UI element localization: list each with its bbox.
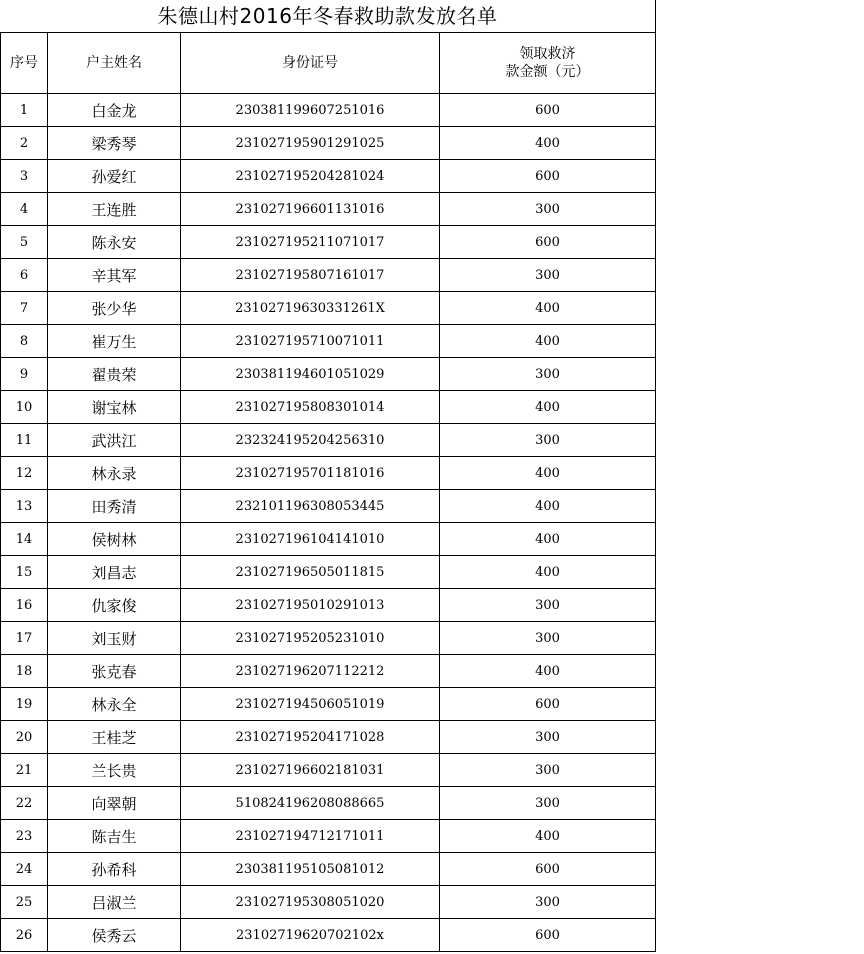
row-amount: 400 [440,490,656,523]
header-amount [440,33,656,94]
table-row [1,358,656,391]
table-row [1,820,656,853]
row-index: 12 [1,457,48,490]
row-id-number: 230381194601051029 [181,358,440,391]
row-amount: 300 [440,259,656,292]
row-id-number: 231027196601131016 [181,193,440,226]
table-row [1,94,656,127]
row-index: 20 [1,721,48,754]
row-name: 刘玉财 [48,622,181,655]
row-index: 8 [1,325,48,358]
table-row [1,655,656,688]
row-index: 4 [1,193,48,226]
row-index: 24 [1,853,48,886]
header-name: 户主姓名 [48,33,181,94]
row-amount: 400 [440,523,656,556]
table-row [1,193,656,226]
row-index: 6 [1,259,48,292]
row-amount: 600 [440,853,656,886]
row-name: 张克春 [48,655,181,688]
row-name: 仇家俊 [48,589,181,622]
row-name: 林永全 [48,688,181,721]
header-index: 序号 [1,33,48,94]
row-id-number: 231027196207112212 [181,655,440,688]
row-id-number: 23102719620702102x [181,919,440,952]
row-amount: 400 [440,127,656,160]
row-index: 14 [1,523,48,556]
row-id-number: 231027195710071011 [181,325,440,358]
row-name: 侯树林 [48,523,181,556]
row-index: 17 [1,622,48,655]
row-amount: 400 [440,391,656,424]
row-id-number: 230381195105081012 [181,853,440,886]
row-id-number: 231027196104141010 [181,523,440,556]
row-index: 16 [1,589,48,622]
row-id-number: 231027195901291025 [181,127,440,160]
row-index: 3 [1,160,48,193]
row-name: 翟贵荣 [48,358,181,391]
row-index: 21 [1,754,48,787]
row-name: 辛其军 [48,259,181,292]
row-id-number: 232101196308053445 [181,490,440,523]
row-id-number: 231027194506051019 [181,688,440,721]
table-body [1,94,656,952]
table-row [1,226,656,259]
row-index: 5 [1,226,48,259]
table-row [1,787,656,820]
row-index: 9 [1,358,48,391]
table-row [1,391,656,424]
row-id-number: 231027195205231010 [181,622,440,655]
header-id-number: 身份证号 [181,33,440,94]
row-name: 崔万生 [48,325,181,358]
row-id-number: 231027196602181031 [181,754,440,787]
row-index: 25 [1,886,48,919]
row-name: 林永录 [48,457,181,490]
row-index: 11 [1,424,48,457]
row-index: 7 [1,292,48,325]
row-name: 吕淑兰 [48,886,181,919]
row-index: 26 [1,919,48,952]
row-name: 田秀清 [48,490,181,523]
row-name: 武洪江 [48,424,181,457]
row-index: 2 [1,127,48,160]
row-amount: 600 [440,688,656,721]
row-id-number: 231027195308051020 [181,886,440,919]
row-amount: 300 [440,886,656,919]
row-name: 王桂芝 [48,721,181,754]
row-amount: 600 [440,94,656,127]
row-name: 刘昌志 [48,556,181,589]
table-row [1,259,656,292]
row-id-number: 231027195204171028 [181,721,440,754]
row-name: 王连胜 [48,193,181,226]
row-id-number: 23102719630331261X [181,292,440,325]
row-index: 23 [1,820,48,853]
table-row [1,886,656,919]
row-id-number: 231027195204281024 [181,160,440,193]
header-amount-line2: 款金额（元） [505,64,590,80]
row-amount: 300 [440,358,656,391]
row-amount: 400 [440,556,656,589]
row-index: 15 [1,556,48,589]
row-id-number: 231027195010291013 [181,589,440,622]
row-amount: 400 [440,820,656,853]
table-row [1,919,656,952]
row-name: 梁秀琴 [48,127,181,160]
table-row [1,490,656,523]
row-index: 18 [1,655,48,688]
document-title: 朱德山村2016年冬春救助款发放名单 [0,0,656,32]
relief-table [0,32,656,952]
row-id-number: 231027195807161017 [181,259,440,292]
row-amount: 300 [440,721,656,754]
row-name: 侯秀云 [48,919,181,952]
table-row [1,457,656,490]
row-name: 谢宝林 [48,391,181,424]
row-amount: 400 [440,655,656,688]
row-name: 张少华 [48,292,181,325]
row-name: 兰长贵 [48,754,181,787]
row-index: 1 [1,94,48,127]
row-amount: 300 [440,589,656,622]
row-name: 向翠朝 [48,787,181,820]
row-amount: 300 [440,787,656,820]
row-name: 孙希科 [48,853,181,886]
table-row [1,523,656,556]
row-amount: 400 [440,292,656,325]
row-amount: 300 [440,424,656,457]
row-name: 白金龙 [48,94,181,127]
table-row [1,556,656,589]
row-id-number: 230381199607251016 [181,94,440,127]
row-id-number: 231027196505011815 [181,556,440,589]
table-row [1,853,656,886]
table-row [1,754,656,787]
table-row [1,589,656,622]
row-amount: 400 [440,325,656,358]
row-id-number: 231027195211071017 [181,226,440,259]
row-index: 13 [1,490,48,523]
table-row [1,292,656,325]
table-row [1,160,656,193]
row-index: 22 [1,787,48,820]
table-row [1,721,656,754]
row-amount: 600 [440,226,656,259]
table-row [1,127,656,160]
row-amount: 300 [440,193,656,226]
row-amount: 600 [440,160,656,193]
row-amount: 600 [440,919,656,952]
table-row [1,325,656,358]
table-row [1,688,656,721]
row-amount: 400 [440,457,656,490]
row-index: 19 [1,688,48,721]
row-id-number: 231027194712171011 [181,820,440,853]
row-name: 陈永安 [48,226,181,259]
row-name: 陈吉生 [48,820,181,853]
table-row [1,622,656,655]
row-id-number: 231027195808301014 [181,391,440,424]
row-amount: 300 [440,622,656,655]
row-amount: 300 [440,754,656,787]
table-header-row [1,33,656,94]
row-id-number: 510824196208088665 [181,787,440,820]
row-id-number: 231027195701181016 [181,457,440,490]
row-name: 孙爱红 [48,160,181,193]
row-id-number: 232324195204256310 [181,424,440,457]
header-amount-line1: 领取救济 [519,46,576,62]
table-row [1,424,656,457]
row-index: 10 [1,391,48,424]
